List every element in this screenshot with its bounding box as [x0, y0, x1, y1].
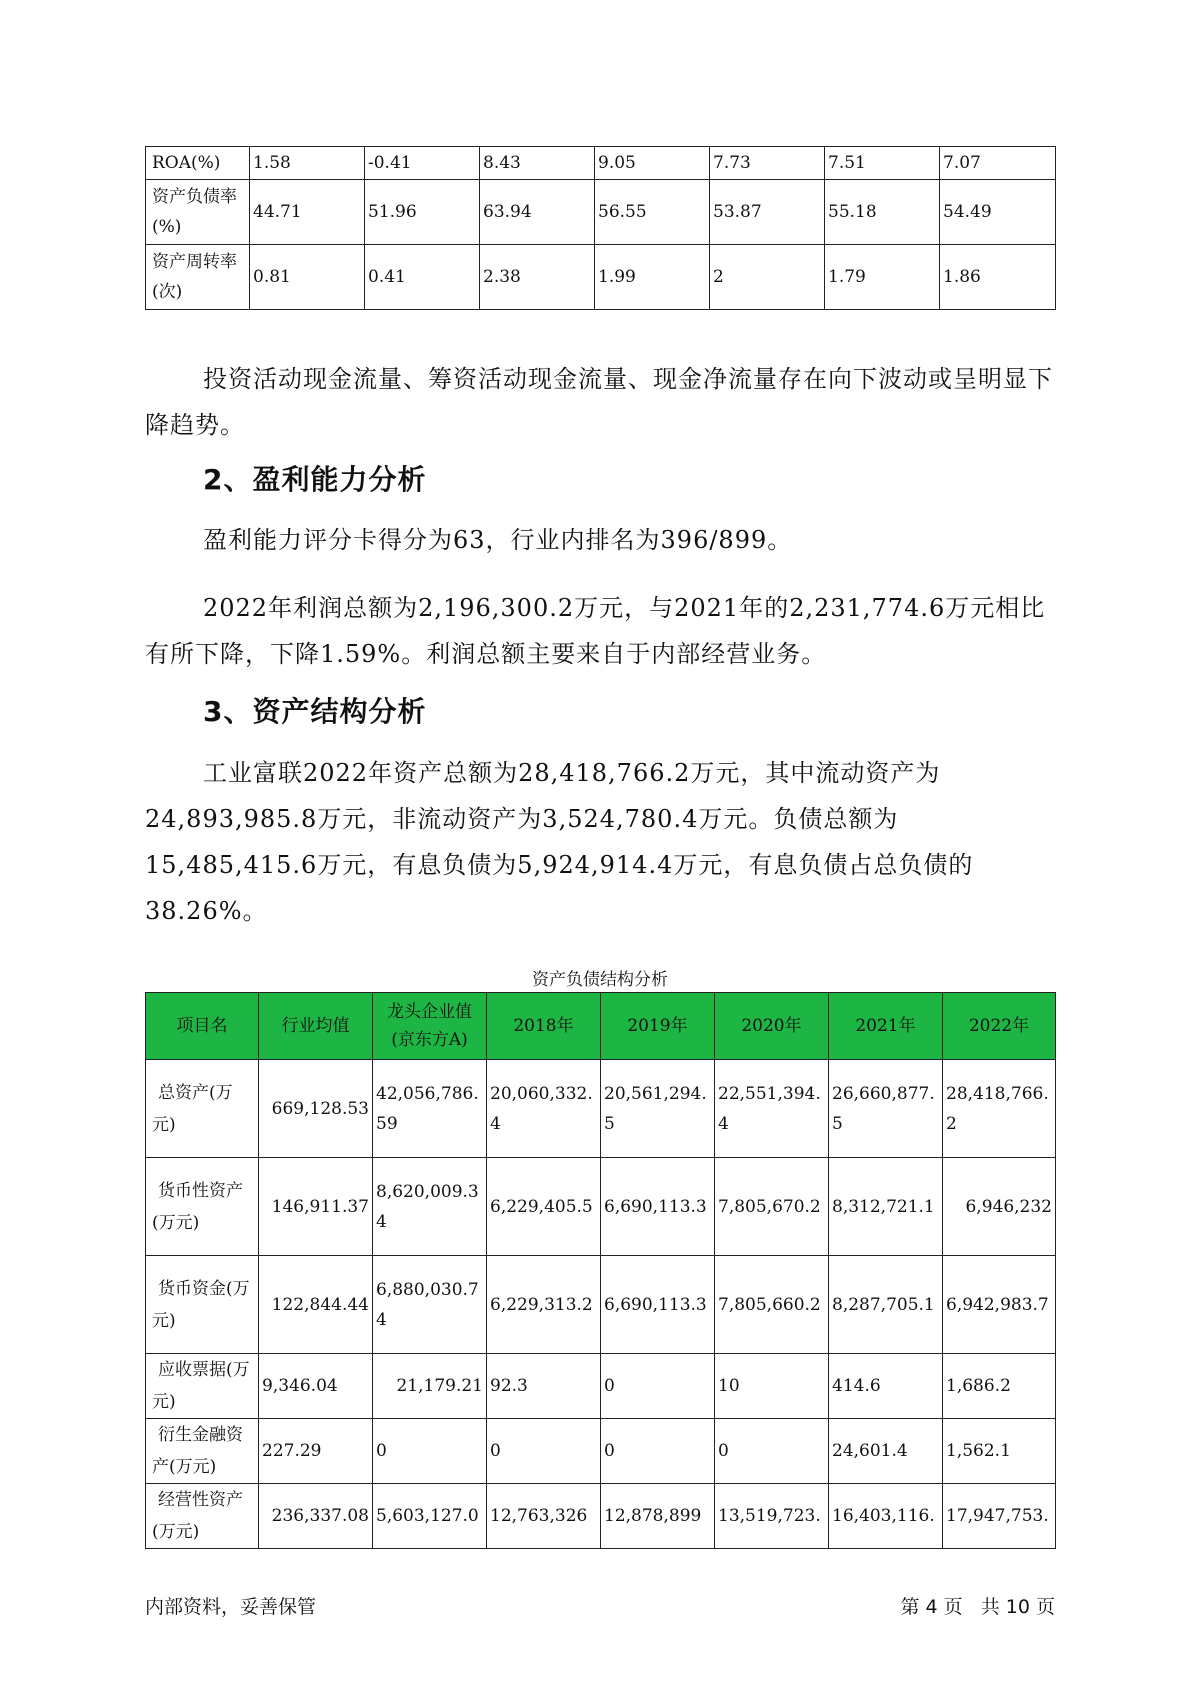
table-row — [146, 147, 1056, 180]
table-cell: 6,946,232 — [943, 1158, 1056, 1256]
table-cell: 21,179.21 — [373, 1354, 487, 1419]
column-header: 2018年 — [487, 993, 601, 1060]
table-cell: 10 — [715, 1354, 829, 1419]
table-cell: 6,229,313.2 — [487, 1256, 601, 1354]
table-cell: 122,844.44 — [259, 1256, 373, 1354]
table-cell: 6,942,983.7 — [943, 1256, 1056, 1354]
row-label: 总资产(万元) — [146, 1060, 259, 1158]
asset-detail-text: 工业富联2022年资产总额为28,418,766.2万元，其中流动资产为24,893,985.8万元，非流动资产为3,524,780.4万元。负债总额为15,485,415.6万元，有息负债为5,924,914.4万元，有息负债占总负债的38.26%。 — [145, 759, 974, 925]
table-cell: 8,312,721.1 — [829, 1158, 943, 1256]
row-label: 资产负债率(%) — [146, 180, 250, 245]
table-cell: 13,519,723. — [715, 1484, 829, 1549]
table-cell: 92.3 — [487, 1354, 601, 1419]
column-header: 2020年 — [715, 993, 829, 1060]
table-cell: 28,418,766.2 — [943, 1060, 1056, 1158]
footer-confidential-note: 内部资料，妥善保管 — [145, 1596, 317, 1618]
row-label: ROA(%) — [146, 147, 250, 180]
row-label: 货币资金(万元) — [146, 1256, 259, 1354]
table-cell: 54.49 — [940, 180, 1056, 245]
table-header-row — [146, 993, 1056, 1060]
table-cell: 0 — [373, 1419, 487, 1484]
table-cell: 55.18 — [825, 180, 940, 245]
table-cell: 227.29 — [259, 1419, 373, 1484]
row-label: 货币性资产(万元) — [146, 1158, 259, 1256]
table-cell: 22,551,394.4 — [715, 1060, 829, 1158]
table-cell: 0 — [487, 1419, 601, 1484]
table-cell: 8.43 — [480, 147, 595, 180]
asset-detail-paragraph — [145, 750, 1055, 934]
row-label: 衍生金融资产(万元) — [146, 1419, 259, 1484]
table-cell: 20,561,294.5 — [601, 1060, 715, 1158]
balance-structure-table — [145, 992, 1056, 1549]
table-cell: 24,601.4 — [829, 1419, 943, 1484]
table-cell: 7,805,670.2 — [715, 1158, 829, 1256]
profit-score-text: 盈利能力评分卡得分为63，行业内排名为396/899。 — [203, 526, 793, 554]
table-cell: 9,346.04 — [259, 1354, 373, 1419]
table-cell: -0.41 — [365, 147, 480, 180]
table-cell: 7.07 — [940, 147, 1056, 180]
table-cell: 26,660,877.5 — [829, 1060, 943, 1158]
table-cell: 12,763,326 — [487, 1484, 601, 1549]
table-cell: 0 — [715, 1419, 829, 1484]
table-row — [146, 1256, 1056, 1354]
table-cell: 1.79 — [825, 245, 940, 310]
table-caption: 资产负债结构分析 — [532, 970, 668, 990]
table-cell: 414.6 — [829, 1354, 943, 1419]
table-cell: 0.41 — [365, 245, 480, 310]
profit-score-paragraph — [145, 517, 1055, 563]
row-label: 经营性资产(万元) — [146, 1484, 259, 1549]
table-cell: 20,060,332.4 — [487, 1060, 601, 1158]
column-header: 行业均值 — [259, 993, 373, 1060]
table-cell: 1,686.2 — [943, 1354, 1056, 1419]
table-cell: 53.87 — [710, 180, 825, 245]
table-cell: 2.38 — [480, 245, 595, 310]
table-cell: 12,878,899 — [601, 1484, 715, 1549]
table-cell: 146,911.37 — [259, 1158, 373, 1256]
table-cell: 0.81 — [250, 245, 365, 310]
column-header: 项目名 — [146, 993, 259, 1060]
table-cell: 44.71 — [250, 180, 365, 245]
cashflow-paragraph — [145, 356, 1055, 448]
table-cell: 0 — [601, 1354, 715, 1419]
column-header: 龙头企业值(京东方A) — [373, 993, 487, 1060]
table-cell: 1.86 — [940, 245, 1056, 310]
table-cell: 2 — [710, 245, 825, 310]
table-cell: 669,128.53 — [259, 1060, 373, 1158]
table-row — [146, 180, 1056, 245]
table-cell: 1,562.1 — [943, 1419, 1056, 1484]
table-cell: 7,805,660.2 — [715, 1256, 829, 1354]
table-cell: 63.94 — [480, 180, 595, 245]
table-cell: 5,603,127.0 — [373, 1484, 487, 1549]
table-cell: 8,620,009.34 — [373, 1158, 487, 1256]
table-cell: 51.96 — [365, 180, 480, 245]
table-row — [146, 245, 1056, 310]
table-cell: 56.55 — [595, 180, 710, 245]
table-row — [146, 1158, 1056, 1256]
table-cell: 9.05 — [595, 147, 710, 180]
column-header: 2021年 — [829, 993, 943, 1060]
row-label: 资产周转率(次) — [146, 245, 250, 310]
table-cell: 1.99 — [595, 245, 710, 310]
table-cell: 7.51 — [825, 147, 940, 180]
table-cell: 6,690,113.3 — [601, 1158, 715, 1256]
table-cell: 6,229,405.5 — [487, 1158, 601, 1256]
cashflow-text: 投资活动现金流量、筹资活动现金流量、现金净流量存在向下波动或呈明显下降趋势。 — [145, 365, 1053, 439]
table-row — [146, 1060, 1056, 1158]
footer-page-number: 第 4 页 共 10 页 — [900, 1596, 1055, 1618]
table-cell: 6,880,030.74 — [373, 1256, 487, 1354]
column-header: 2019年 — [601, 993, 715, 1060]
profit-detail-text: 2022年利润总额为2,196,300.2万元，与2021年的2,231,774.6万元相比有所下降，下降1.59%。利润总额主要来自于内部经营业务。 — [145, 594, 1046, 668]
table-cell: 16,403,116. — [829, 1484, 943, 1549]
table-cell: 42,056,786.59 — [373, 1060, 487, 1158]
row-label: 应收票据(万元) — [146, 1354, 259, 1419]
table-cell: 236,337.08 — [259, 1484, 373, 1549]
table-cell: 0 — [601, 1419, 715, 1484]
ratio-table — [145, 146, 1056, 310]
table-cell: 17,947,753. — [943, 1484, 1056, 1549]
table-cell: 7.73 — [710, 147, 825, 180]
table-cell: 1.58 — [250, 147, 365, 180]
table-cell: 6,690,113.3 — [601, 1256, 715, 1354]
section-heading-profit: 2、盈利能力分析 — [203, 463, 427, 496]
section-heading-asset: 3、资产结构分析 — [203, 695, 427, 728]
table-row — [146, 1354, 1056, 1419]
table-cell: 8,287,705.1 — [829, 1256, 943, 1354]
column-header: 2022年 — [943, 993, 1056, 1060]
table-row — [146, 1484, 1056, 1549]
table-row — [146, 1419, 1056, 1484]
profit-detail-paragraph — [145, 585, 1055, 677]
